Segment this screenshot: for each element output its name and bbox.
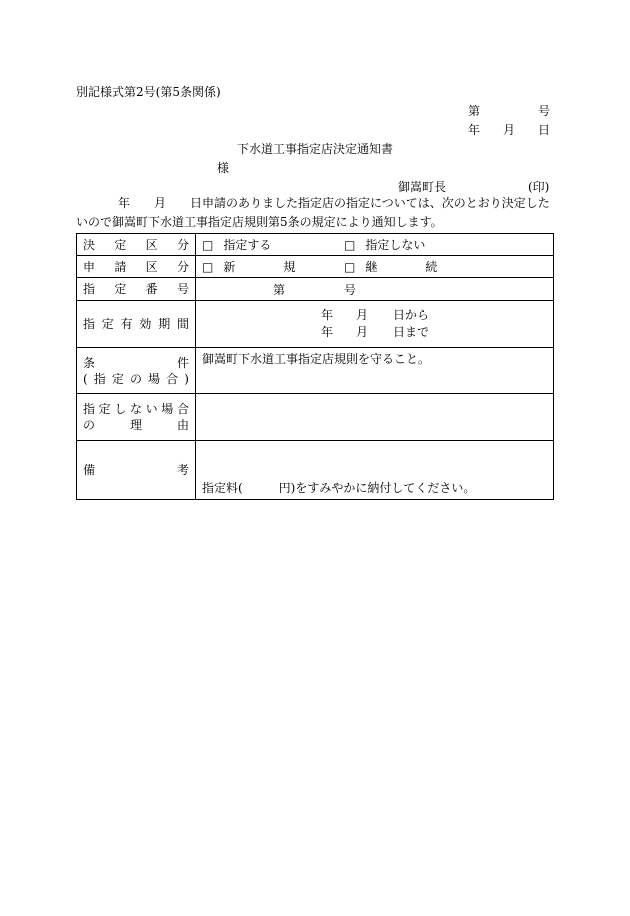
label-period: 指 定 有 効 期 間 <box>77 301 196 348</box>
notice-date-month: 月 <box>502 123 515 137</box>
value-decision <box>196 234 554 256</box>
notice-number-go: 号 <box>537 104 550 118</box>
checkbox-icon[interactable]: □ <box>344 259 356 274</box>
value-conditions <box>196 348 554 394</box>
seal-mark: (印) <box>528 180 550 194</box>
number-dai: 第 <box>273 282 286 297</box>
label-conditions: 条 件 ( 指 定 の 場 合 ) <box>77 348 196 394</box>
row-application <box>77 256 554 278</box>
label-number: 指 定 番 号 <box>77 278 196 301</box>
row-conditions <box>77 348 554 394</box>
row-remarks <box>77 441 554 500</box>
remarks-text: 指定料( 円)をすみやかに納付してください。 <box>202 481 476 495</box>
notice-date-year: 年 <box>468 123 481 137</box>
checkbox-icon[interactable]: □ <box>202 259 214 274</box>
value-number <box>196 278 554 301</box>
row-decision <box>77 234 554 256</box>
option-renewal[interactable]: □ 継 続 <box>344 259 438 274</box>
document-title: 下水道工事指定店決定通知書 <box>237 142 394 156</box>
value-reason[interactable] <box>196 394 554 441</box>
notice-number-dai: 第 <box>468 104 481 118</box>
decision-table <box>76 233 554 500</box>
value-remarks <box>196 441 554 500</box>
label-remarks: 備 考 <box>77 441 196 500</box>
period-to: 年 月 日まで <box>321 325 430 339</box>
number-go: 号 <box>343 282 356 297</box>
form-id: 別記様式第2号(第5条関係) <box>76 85 221 99</box>
row-period <box>77 301 554 348</box>
conditions-text: 御嵩町下水道工事指定店規則を守ること。 <box>202 352 431 366</box>
period-from: 年 月 日から <box>321 308 430 322</box>
issuer-name: 御嵩町長 <box>398 180 447 194</box>
notice-date-day: 日 <box>537 123 550 137</box>
option-designate[interactable]: □ 指定する <box>202 237 272 252</box>
notice-date <box>468 124 550 136</box>
label-application: 申 請 区 分 <box>77 256 196 278</box>
notice-body-text: 年 月 日申請のありました指定店の指定については、次のとおり決定したいので御嵩町下水道工事指定店規則第5条の規定により通知します。 <box>76 196 550 229</box>
option-new[interactable]: □ 新 規 <box>202 259 296 274</box>
option-not-designate[interactable]: □ 指定しない <box>344 237 426 252</box>
notice-number <box>468 105 550 117</box>
row-reason <box>77 394 554 441</box>
value-period <box>196 301 554 348</box>
label-reason: 指 定 し な い 場 合 の 理 由 <box>77 394 196 441</box>
checkbox-icon[interactable]: □ <box>202 237 214 252</box>
label-decision: 決 定 区 分 <box>77 234 196 256</box>
row-number <box>77 278 554 301</box>
checkbox-icon[interactable]: □ <box>344 237 356 252</box>
addressee-suffix: 様 <box>217 161 230 175</box>
value-application <box>196 256 554 278</box>
